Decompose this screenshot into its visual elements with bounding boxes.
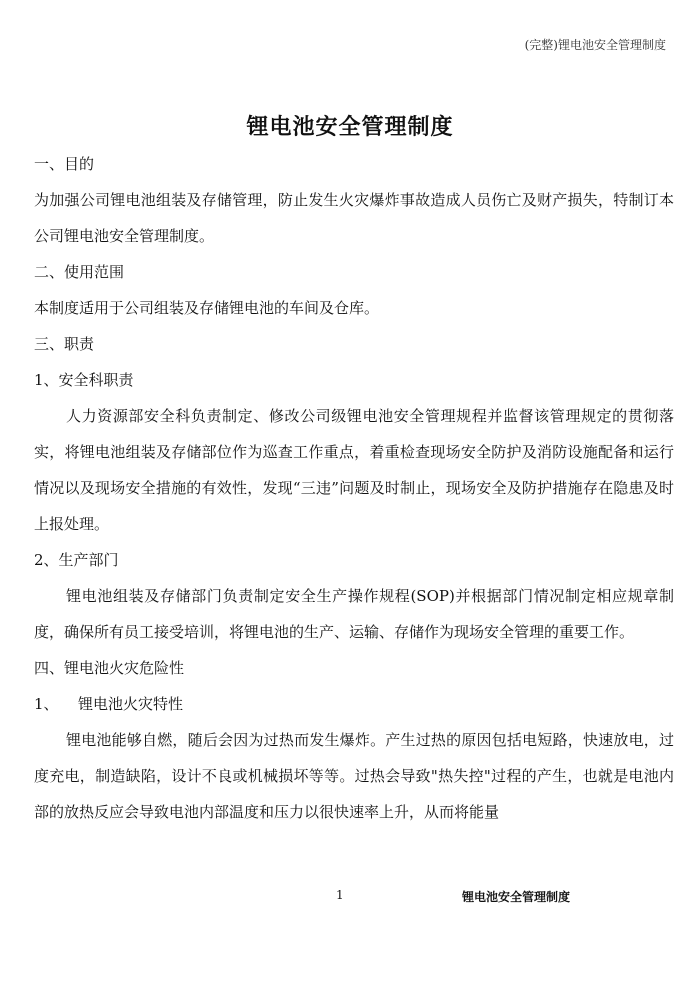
- section-heading-scope: 二、使用范围: [34, 263, 125, 281]
- running-header: (完整)锂电池安全管理制度: [524, 38, 666, 52]
- page-number: 1: [336, 888, 344, 902]
- subsection-text-production: 锂电池组装及存储部门负责制定安全生产操作规程(SOP)并根据部门情况制定相应规章制度，确保所有员工接受培训，将锂电池的生产、运输、存储作为现场安全管理的重要工作。: [34, 587, 674, 641]
- footer-title: 锂电池安全管理制度: [462, 890, 571, 904]
- subsection-label: 锂电池火灾特性: [78, 695, 184, 713]
- section-heading-fire-hazard: 四、锂电池火灾危险性: [34, 659, 185, 677]
- subsection-number: 1、: [34, 695, 59, 713]
- subsection-heading-fire-characteristics: [34, 686, 674, 722]
- subsection-heading-production: 2、生产部门: [34, 551, 119, 569]
- subsection-text-fire-characteristics: 锂电池能够自燃，随后会因为过热而发生爆炸。产生过热的原因包括电短路，快速放电，过度充电，制造缺陷，设计不良或机械损坏等等。过热会导致"热失控"过程的产生，也就是电池内部的放热反应会导致电池内部温度和压力以很快速率上升，从而将能量: [34, 731, 674, 821]
- section-text-scope: 本制度适用于公司组装及存储锂电池的车间及仓库。: [34, 299, 380, 317]
- document-title: 锂电池安全管理制度: [246, 114, 454, 140]
- section-text-purpose: 为加强公司锂电池组装及存储管理，防止发生火灾爆炸事故造成人员伤亡及财产损失，特制订本公司锂电池安全管理制度。: [34, 191, 674, 245]
- section-heading-duties: 三、职责: [34, 335, 95, 353]
- subsection-text-safety-dept: 人力资源部安全科负责制定、修改公司级锂电池安全管理规程并监督该管理规定的贯彻落实，将锂电池组装及存储部位作为巡查工作重点，着重检查现场安全防护及消防设施配备和运行情况以及现场安全措施的有效性，发现“三违”问题及时制止，现场安全及防护措施存在隐患及时上报处理。: [34, 407, 674, 533]
- document-body: [34, 146, 674, 830]
- subsection-heading-safety-dept: 1、安全科职责: [34, 371, 134, 389]
- section-heading-purpose: 一、目的: [34, 155, 95, 173]
